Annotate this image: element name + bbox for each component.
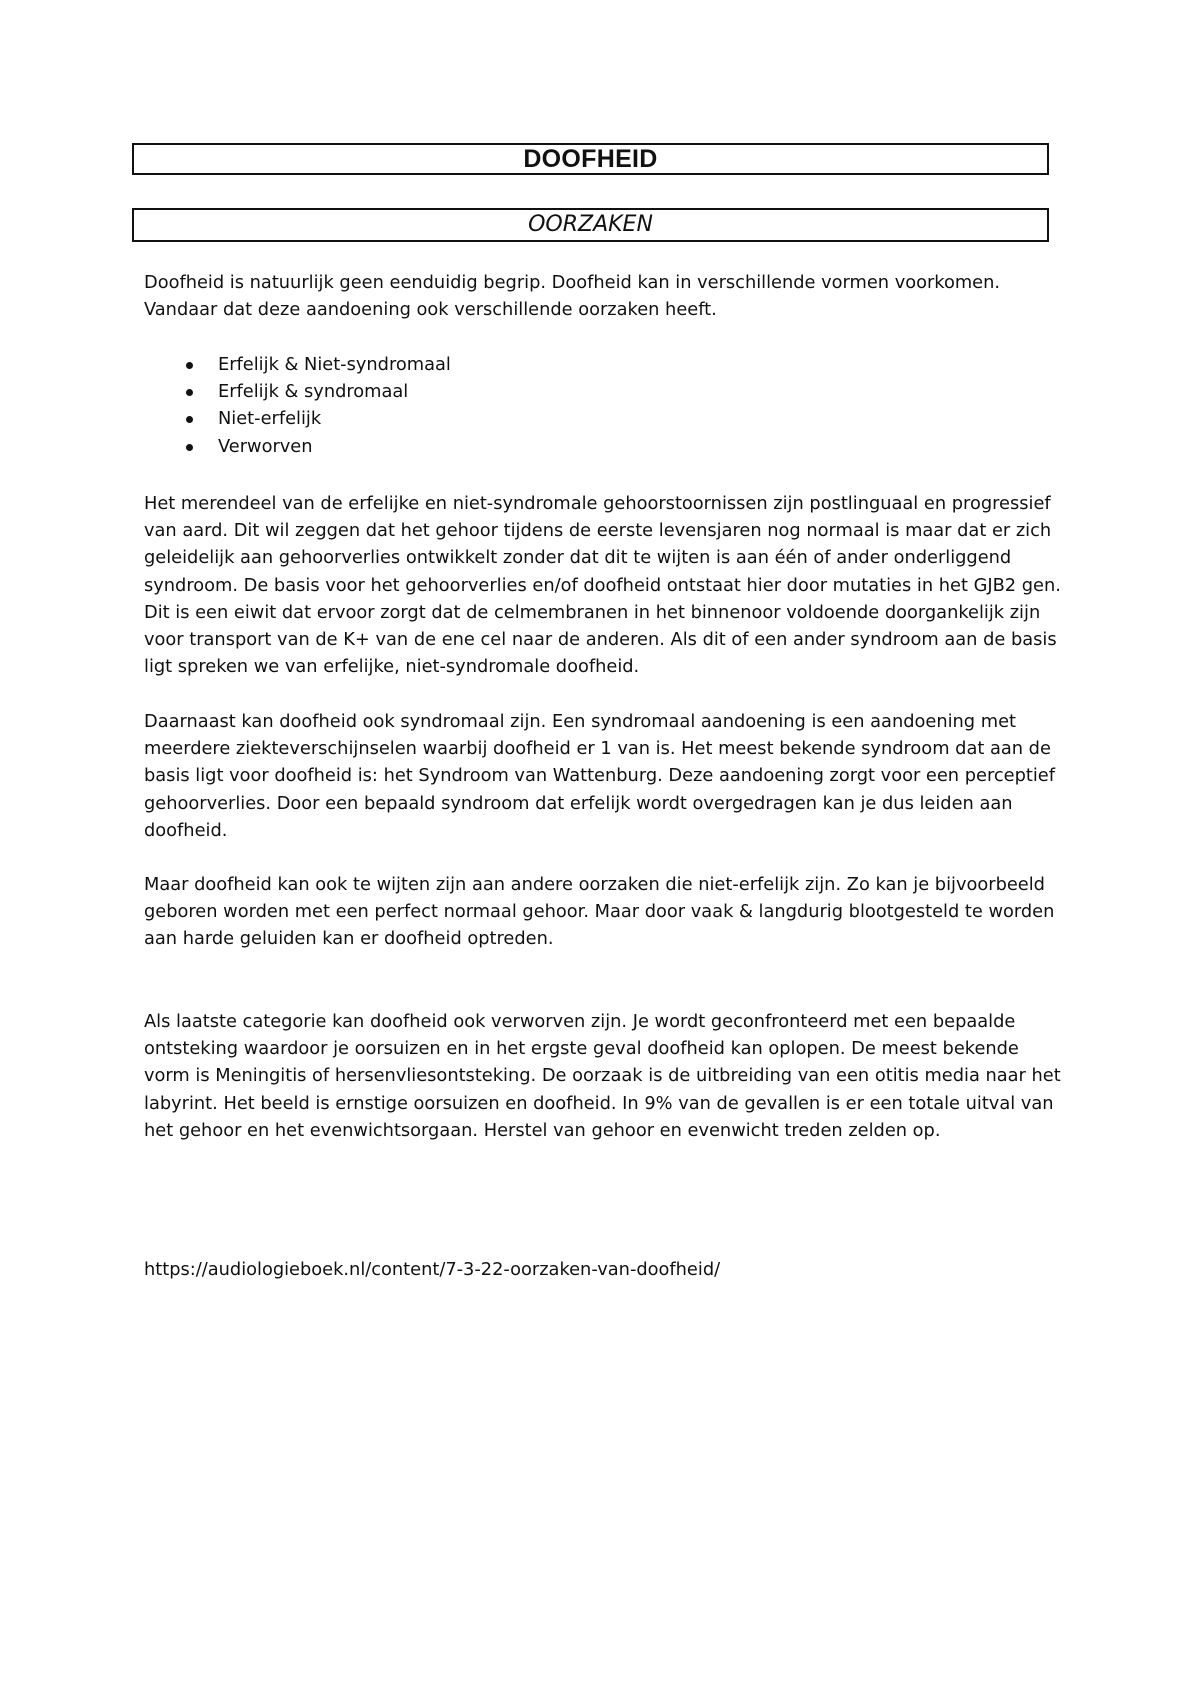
paragraph-niet-erfelijk: Maar doofheid kan ook te wijten zijn aan andere oorzaken die niet-erfelijk zijn. Zo kan je bijvoorbeeld geboren worden met een perfect normaal gehoor. Maar door vaak & langdurig blootgesteld te worden aan harde geluiden kan er doofheid optreden. [144,874,1055,950]
list-item-label: Niet-erfelijk [218,408,322,430]
bullet-icon [186,389,193,396]
section-heading: OORZAKEN [132,208,1049,242]
source-link[interactable]: https://audiologieboek.nl/content/7-3-22-oorzaken-van-doofheid/ [144,1259,721,1280]
intro-paragraph: Doofheid is natuurlijk geen eenduidig begrip. Doofheid kan in verschillende vormen voorkomen. Vandaar dat deze aandoening ook verschillende oorzaken heeft. [144,272,1001,321]
document-title: DOOFHEID [132,143,1049,175]
bullet-icon [186,416,193,423]
paragraph-syndromaal: Daarnaast kan doofheid ook syndromaal zijn. Een syndromaal aandoening is een aandoening met meerdere ziekteverschijnselen waarbij doofheid er 1 van is. Het meest bekende syndroom dat aan de basis ligt voor doofheid is: het Syndroom van Wattenburg. Deze aandoening zorgt voor een perceptief gehoorverlies. Door een bepaald syndroom dat erfelijk wordt overgedragen kan je dus leiden aan doofheid. [144,711,1055,841]
paragraph-erfelijk-niet-syndromaal: Het merendeel van de erfelijke en niet-syndromale gehoorstoornissen zijn postlinguaal en progressief van aard. Dit wil zeggen dat het gehoor tijdens de eerste levensjaren nog normaal is maar dat er zich geleidelijk aan gehoorverlies ontwikkelt zonder dat dit te wijten is aan één of ander onderliggend syndroom. De basis voor het gehoorverlies en/of doofheid ontstaat hier door mutaties in het GJB2 gen. Dit is een eiwit dat ervoor zorgt dat de celmembranen in het binnenoor voldoende doorgankelijk zijn voor transport van de K+ van de ene cel naar de anderen. Als dit of een ander syndroom aan de basis ligt spreken we van erfelijke, niet-syndromale doofheid. [144,493,1061,678]
list-item [144,405,451,432]
list-item-label: Erfelijk & Niet-syndromaal [218,354,451,375]
list-item-label: Erfelijk & syndromaal [218,381,409,403]
list-item [144,351,451,378]
bullet-icon [186,444,193,451]
list-item [144,378,451,405]
bullet-icon [186,362,193,369]
causes-list [144,351,451,460]
list-item [144,433,451,460]
list-item-label: Verworven [218,435,313,457]
paragraph-verworven: Als laatste categorie kan doofheid ook verworven zijn. Je wordt geconfronteerd met een bepaalde ontsteking waardoor je oorsuizen en in het ergste geval doofheid kan oplopen. De meest bekende vorm is Meningitis of hersenvliesontsteking. De oorzaak is de uitbreiding van een otitis media naar het labyrint. Het beeld is ernstige oorsuizen en doofheid. In 9% van de gevallen is er een totale uitval van het gehoor en het evenwichtsorgaan. Herstel van gehoor en evenwicht treden zelden op. [144,1011,1061,1141]
